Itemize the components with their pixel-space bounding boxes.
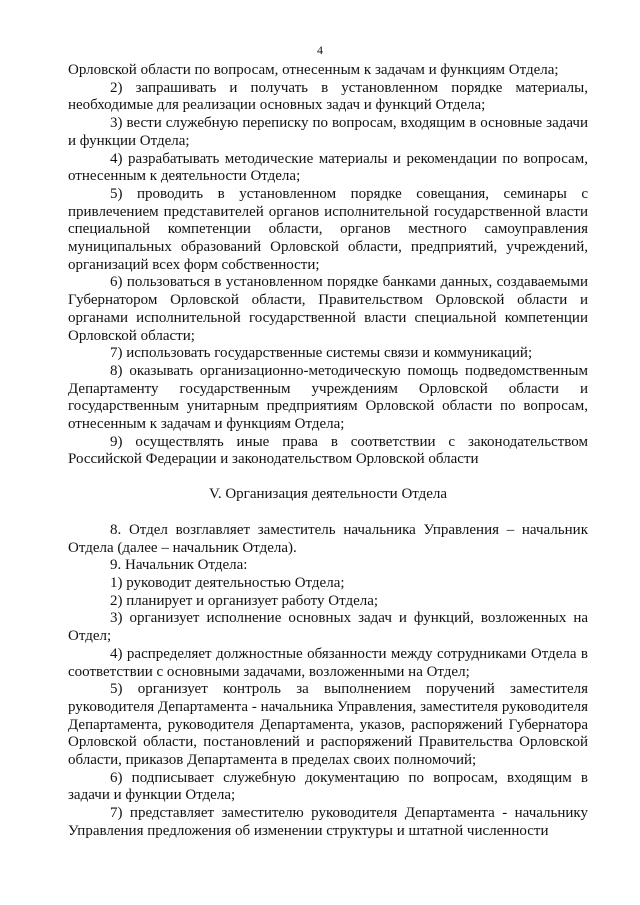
page-number: 4: [317, 43, 323, 57]
paragraph-right-2: 2) запрашивать и получать в установленном порядке материалы, необходимые для реализации основных задач и функций Отдела;: [68, 79, 588, 114]
paragraph-right-9: 9) осуществлять иные права в соответствии с законодательством Российской Федерации и законодательством Орловской области: [68, 433, 588, 468]
paragraph-right-7: 7) использовать государственные системы связи и коммуникаций;: [110, 345, 533, 362]
paragraph-duty-2: 2) планирует и организует работу Отдела;: [110, 592, 379, 609]
paragraph-duty-3: 3) организует исполнение основных задач и функций, возложенных на Отдел;: [68, 610, 588, 645]
paragraph-duty-4: 4) распределяет должностные обязанности между сотрудниками Отдела в соответствии с основными задачами, возложенными на Отдел;: [68, 645, 588, 680]
paragraph-right-8: 8) оказывать организационно-методическую помощь подведомственным Департаменту государственным учреждениям Орловской области и государственным унитарным предприятиям Орловской области по вопросам, отнесенным к задачам и функциям Отдела;: [68, 362, 588, 433]
document-body: [68, 62, 588, 841]
paragraph-duty-1: 1) руководит деятельностью Отдела;: [110, 574, 345, 591]
paragraph-right-4: 4) разрабатывать методические материалы и рекомендации по вопросам, отнесенным к деятельности Отдела;: [68, 150, 588, 185]
paragraph-duty-6: 6) подписывает служебную документацию по вопросам, входящим в задачи и функции Отдела;: [68, 769, 588, 804]
paragraph-duty-5: 5) организует контроль за выполнением поручений заместителя руководителя Департамента - начальника Управления, заместителя руководителя Департамента, руководителя Департамента, указов, распоряжений Губернатора Орловской области, постановлений и распоряжений Правительства Орловской области, приказов Департамента в пределах своих полномочий;: [68, 681, 588, 769]
paragraph-clause-9: 9. Начальник Отдела:: [110, 557, 248, 574]
paragraph-clause-8: 8. Отдел возглавляет заместитель начальника Управления – начальник Отдела (далее – начальник Отдела).: [68, 521, 588, 556]
paragraph-duty-7: 7) представляет заместителю руководителя Департамента - начальнику Управления предложения об изменении структуры и штатной численности: [68, 805, 588, 839]
paragraph-continuation: Орловской области по вопросам, отнесенным к задачам и функциям Отдела;: [68, 62, 559, 78]
paragraph-right-3: 3) вести служебную переписку по вопросам, входящим в основные задачи и функции Отдела;: [68, 115, 588, 149]
paragraph-right-5: 5) проводить в установленном порядке совещания, семинары с привлечением представителей органов исполнительной государственной власти специальной компетенции области, органов местного самоуправления муниципальных образований Орловской области, предприятий, учреждений, организаций всех форм собственности;: [68, 185, 588, 273]
section-heading: V. Организация деятельности Отдела: [208, 486, 448, 503]
paragraph-right-6: 6) пользоваться в установленном порядке банками данных, создаваемыми Губернатором Орловской области, Правительством Орловской области и органами исполнительной государственной власти специальной компетенции Орловской области;: [68, 274, 588, 344]
